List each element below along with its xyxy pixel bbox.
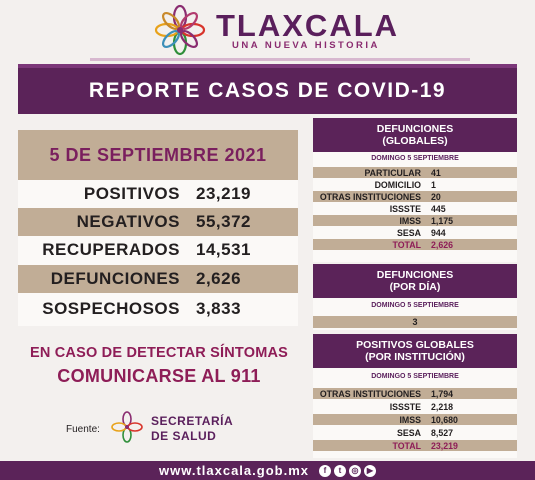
facebook-icon[interactable]: f [319,465,331,477]
row-label: ISSSTE [389,401,421,412]
source-label: Fuente: [66,424,100,435]
section-subtitle: (POR DÍA) [389,281,441,293]
row-value: 41 [431,167,441,178]
row-value: 8,527 [431,427,454,438]
stat-row-sospechosos [18,295,298,323]
row-label: TOTAL [392,440,421,451]
secretaria-salud-logo-icon [110,410,144,444]
stat-value: 14,531 [196,240,251,259]
stat-value: 2,626 [196,269,242,288]
table-row [313,167,517,178]
table-row-total [313,239,517,250]
row-value: 1,794 [431,388,454,399]
section-title: DEFUNCIONES [376,269,454,281]
warning-line-1: EN CASO DE DETECTAR SÍNTOMAS [29,345,289,361]
row-label: DOMICILIO [374,179,421,190]
row-label: PARTICULAR [364,167,421,178]
row-value: 2,626 [431,239,454,250]
table-row [313,414,517,425]
instagram-icon[interactable]: ◎ [349,465,361,477]
tlaxcala-logo-icon [152,2,208,58]
row-label: IMSS [399,414,421,425]
stat-value: 55,372 [196,212,251,231]
table-row [313,191,517,202]
brand-title: TLAXCALA [216,8,400,43]
source-org-line-1: SECRETARÍA [151,414,234,428]
table-row [313,427,517,438]
row-value: 20 [431,191,441,202]
positivos-globales-header [313,334,517,368]
stat-label: POSITIVOS [83,184,180,203]
report-date-row [18,130,298,180]
section-title: DEFUNCIONES [376,123,454,135]
row-label: ISSSTE [389,203,421,214]
row-value: 1 [431,179,436,190]
stat-row-positivos [18,180,298,208]
table-row [313,227,517,238]
section-subtitle: (POR INSTITUCIÓN) [365,351,465,363]
stat-label: NEGATIVOS [76,212,180,231]
section-subtitle: (GLOBALES) [382,135,448,147]
twitter-icon[interactable]: t [334,465,346,477]
warning-line-2: COMUNICARSE AL 911 [57,366,261,386]
stat-value: 23,219 [196,184,251,203]
website-link[interactable]: www.tlaxcala.gob.mx [158,463,309,478]
row-label: OTRAS INSTITUCIONES [319,388,421,399]
divider [90,58,470,61]
table-row [313,401,517,412]
table-row [313,203,517,214]
stat-row-recuperados [18,236,298,264]
section-title: POSITIVOS GLOBALES [356,339,474,351]
row-label: TOTAL [392,239,421,250]
youtube-icon[interactable]: ▶ [364,465,376,477]
row-value: 1,175 [431,215,454,226]
table-row-total [313,440,517,451]
stat-row-negativos [18,208,298,236]
section-date: DOMINGO 5 SEPTIEMBRE [371,373,459,380]
row-label: SESA [397,227,421,238]
section-date: DOMINGO 5 SEPTIEMBRE [371,302,459,309]
row-label: OTRAS INSTITUCIONES [319,191,421,202]
row-label: SESA [397,427,421,438]
table-row [313,215,517,226]
stat-label: RECUPERADOS [42,240,180,259]
footer [0,461,535,480]
row-value: 10,680 [431,414,458,425]
row-value: 23,219 [431,440,458,451]
stat-row-defunciones [18,265,298,293]
table-row [313,388,517,399]
row-value: 445 [431,203,446,214]
table-row [313,179,517,190]
report-header [18,64,517,114]
defunciones-globales-header [313,118,517,152]
report-date: 5 DE SEPTIEMBRE 2021 [49,144,267,165]
row-label: IMSS [399,215,421,226]
brand-subtitle: UNA NUEVA HISTORIA [232,40,380,51]
stat-label: SOSPECHOSOS [42,299,180,318]
report-title: REPORTE CASOS DE COVID-19 [88,79,447,102]
stat-label: DEFUNCIONES [50,269,180,288]
defunciones-dia-value: 3 [313,316,517,328]
section-date: DOMINGO 5 SEPTIEMBRE [371,155,459,162]
row-value: 944 [431,227,446,238]
source-org-line-2: DE SALUD [151,429,217,443]
defunciones-dia-header [313,264,517,298]
stat-value: 3,833 [196,299,242,318]
row-value: 2,218 [431,401,454,412]
